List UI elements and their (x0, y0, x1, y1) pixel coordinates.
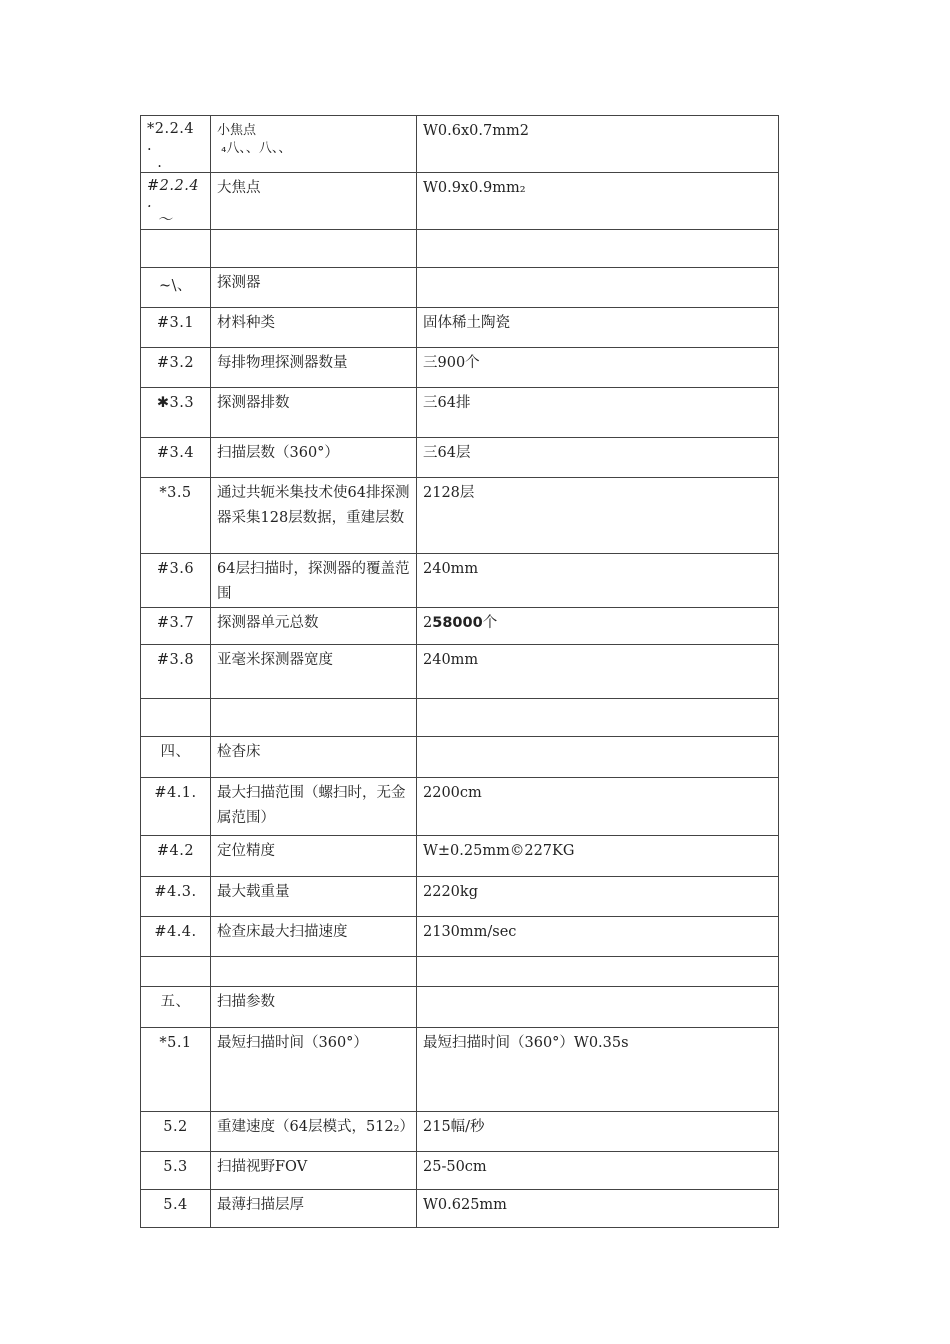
row-item (211, 116, 417, 173)
row-value (417, 608, 779, 645)
row-number: #3.2 (141, 348, 211, 388)
row-value: 三900个 (417, 348, 779, 388)
row-number: 5.2 (141, 1112, 211, 1152)
row-number (141, 957, 211, 987)
row-number: #4.4. (141, 917, 211, 957)
table-row (141, 554, 779, 608)
row-item: 64层扫描时，探测器的覆盖范围 (211, 554, 417, 608)
table-row (141, 230, 779, 268)
row-number: #2.2.4 . ～ (141, 173, 211, 230)
row-item: 扫描视野FOV (211, 1152, 417, 1190)
row-value (417, 957, 779, 987)
row-item (211, 957, 417, 987)
row-item: 最大载重量 (211, 877, 417, 917)
row-value: W0.625mm (417, 1190, 779, 1228)
table-row (141, 645, 779, 699)
row-item: 重建速度（64层模式，512₂） (211, 1112, 417, 1152)
row-item: 最薄扫描层厚 (211, 1190, 417, 1228)
row-number: #3.4 (141, 438, 211, 478)
row-value: 三64排 (417, 388, 779, 438)
section-title: 检杳床 (211, 737, 417, 778)
row-value (417, 987, 779, 1028)
row-item: 探测器单元总数 (211, 608, 417, 645)
table-row (141, 957, 779, 987)
table-row (141, 438, 779, 478)
row-value (417, 699, 779, 737)
row-number: *3.5 (141, 478, 211, 554)
row-item: 每排物理探测器数量 (211, 348, 417, 388)
row-item: 扫描层数（360°） (211, 438, 417, 478)
row-value: 25-50cm (417, 1152, 779, 1190)
table-row (141, 268, 779, 308)
row-number (141, 699, 211, 737)
table-row (141, 699, 779, 737)
row-value: 固体稀土陶瓷 (417, 308, 779, 348)
table-row (141, 987, 779, 1028)
section-title: 扫描参数 (211, 987, 417, 1028)
row-number: #3.6 (141, 554, 211, 608)
row-item: 大焦点 (211, 173, 417, 230)
row-number: #3.7 (141, 608, 211, 645)
row-item: 通过共轭米集技术使64排探测器采集128层数据，重建层数 (211, 478, 417, 554)
row-number: #4.2 (141, 836, 211, 877)
table-row (141, 478, 779, 554)
table-row (141, 308, 779, 348)
row-value: 215幅/秒 (417, 1112, 779, 1152)
row-number: *5.1 (141, 1028, 211, 1112)
row-value: W0.9x0.9mm₂ (417, 173, 779, 230)
value-bold: 58000 (432, 615, 483, 631)
spec-table (140, 115, 779, 1228)
section-number: 四、 (141, 737, 211, 778)
row-item: 材料种类 (211, 308, 417, 348)
row-value: 2130mm/sec (417, 917, 779, 957)
table-row (141, 348, 779, 388)
row-value: 2220kg (417, 877, 779, 917)
table-row (141, 608, 779, 645)
value-prefix: 2 (423, 615, 433, 631)
row-value: 2200cm (417, 778, 779, 836)
table-row (141, 173, 779, 230)
row-number: 5.4 (141, 1190, 211, 1228)
table-row (141, 737, 779, 778)
row-value: W0.6x0.7mm2 (417, 116, 779, 173)
row-number: 5.3 (141, 1152, 211, 1190)
row-item (211, 699, 417, 737)
row-value (417, 737, 779, 778)
row-value: 最短扫描时间（360°）W0.35s (417, 1028, 779, 1112)
row-item: 亚毫米探测器宽度 (211, 645, 417, 699)
row-number: *2.2.4 . . (141, 116, 211, 173)
row-number: #3.1 (141, 308, 211, 348)
row-item: 探测器排数 (211, 388, 417, 438)
row-value: 2128层 (417, 478, 779, 554)
row-item: 检查床最大扫描速度 (211, 917, 417, 957)
table-row (141, 778, 779, 836)
row-item-text: 小焦点 ₄八、、八、、 (217, 123, 292, 156)
row-number (141, 230, 211, 268)
row-item: 最短扫描时间（360°） (211, 1028, 417, 1112)
row-item: 最大扫描范围（螺扫时，无金属范围） (211, 778, 417, 836)
row-number: ✱3.3 (141, 388, 211, 438)
row-value: 240mm (417, 645, 779, 699)
section-title: 探测器 (211, 268, 417, 308)
row-value (417, 268, 779, 308)
row-item: 定位精度 (211, 836, 417, 877)
table-row (141, 1112, 779, 1152)
row-item (211, 230, 417, 268)
table-row (141, 877, 779, 917)
table-row (141, 116, 779, 173)
table-row (141, 1152, 779, 1190)
row-value: W±0.25mm©227KG (417, 836, 779, 877)
table-row (141, 388, 779, 438)
row-number: #4.1. (141, 778, 211, 836)
row-number: #4.3. (141, 877, 211, 917)
table-row (141, 917, 779, 957)
table-row (141, 836, 779, 877)
row-number: #3.8 (141, 645, 211, 699)
row-value (417, 230, 779, 268)
value-suffix: 个 (482, 615, 498, 631)
table-row (141, 1028, 779, 1112)
row-value: 三64层 (417, 438, 779, 478)
section-number: 五、 (141, 987, 211, 1028)
section-number: ~\、 (141, 268, 211, 308)
table-row (141, 1190, 779, 1228)
row-value: 240mm (417, 554, 779, 608)
